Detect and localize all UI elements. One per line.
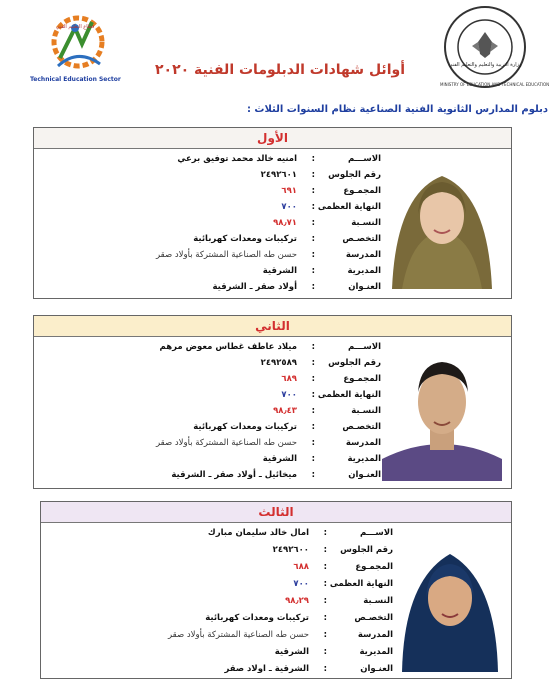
colon: :	[311, 234, 315, 244]
row-directorate	[53, 645, 393, 659]
value-max: ٧٠٠	[281, 390, 297, 400]
label-seat: رقم الجلوس	[328, 358, 381, 368]
colon: :	[311, 250, 315, 260]
value-percent: ٩٨٫٧١	[273, 218, 297, 228]
row-max	[53, 577, 393, 591]
label-address: العنـوان	[348, 282, 381, 292]
label-school: المدرسة	[345, 250, 381, 260]
logo-arabic-text: قطاع التعليم الفني	[55, 24, 95, 30]
label-specialty: التخصـص	[342, 234, 381, 244]
row-percent	[53, 594, 393, 608]
label-percent: النسـبة	[351, 218, 381, 228]
logo-caption: Technical Education Sector	[30, 76, 121, 83]
row-total	[41, 184, 381, 198]
colon: :	[311, 406, 315, 416]
value-seat: ٢٤٩٢٦٠٠	[272, 545, 309, 555]
colon: :	[323, 630, 327, 640]
colon: :	[311, 170, 315, 180]
colon: :	[323, 664, 327, 674]
row-max	[41, 200, 381, 214]
label-max: النهاية العظمى	[329, 579, 393, 589]
colon: :	[311, 282, 315, 292]
label-directorate: المديرية	[347, 266, 381, 276]
value-directorate: الشرقية	[262, 266, 297, 276]
seal-arabic-text: وزارة التربية والتعليم والتعليم الفني	[448, 62, 522, 68]
label-max: النهاية العظمى	[317, 202, 381, 212]
value-total: ٦٩١	[281, 186, 297, 196]
label-total: المجمـوع	[343, 186, 381, 196]
row-percent	[41, 404, 381, 418]
row-max	[41, 388, 381, 402]
label-percent: النسـبة	[363, 596, 393, 606]
label-percent: النسـبة	[351, 406, 381, 416]
row-address	[41, 280, 381, 294]
label-total: المجمـوع	[355, 562, 393, 572]
row-specialty	[41, 232, 381, 246]
student-card-second	[33, 315, 512, 489]
label-name: الاســـم	[348, 342, 381, 352]
value-directorate: الشرقية	[274, 647, 309, 657]
colon: :	[311, 266, 315, 276]
label-total: المجمـوع	[343, 374, 381, 384]
row-address	[41, 468, 381, 482]
row-seat	[53, 543, 393, 557]
colon: :	[311, 218, 315, 228]
rank-header: الثالث	[41, 502, 511, 523]
row-seat	[41, 356, 381, 370]
value-directorate: الشرقية	[262, 454, 297, 464]
value-percent: ٩٨٫٤٣	[273, 406, 297, 416]
seal-english-text: MINISTRY OF EDUCATION AND TECHNICAL EDUCATION	[440, 82, 550, 87]
colon: :	[323, 545, 327, 555]
row-name	[53, 526, 393, 540]
colon: :	[323, 613, 327, 623]
colon: :	[311, 390, 315, 400]
label-name: الاســـم	[360, 528, 393, 538]
row-school	[41, 248, 381, 262]
student-photo	[382, 344, 502, 481]
colon: :	[323, 647, 327, 657]
value-specialty: تركيبات ومعدات كهربائية	[205, 613, 309, 623]
row-total	[53, 560, 393, 574]
label-school: المدرسة	[345, 438, 381, 448]
colon: :	[323, 562, 327, 572]
colon: :	[311, 470, 315, 480]
row-school	[41, 436, 381, 450]
rank-header: الأول	[34, 128, 511, 149]
value-address: ميخائيل ـ أولاد صقر ـ الشرقية	[171, 470, 297, 480]
student-photo	[398, 530, 502, 672]
value-address: أولاد صقر ـ الشرقية	[212, 282, 297, 292]
label-seat: رقم الجلوس	[340, 545, 393, 555]
colon: :	[311, 438, 315, 448]
colon: :	[311, 342, 315, 352]
label-school: المدرسة	[357, 630, 393, 640]
row-school	[53, 628, 393, 642]
label-specialty: التخصـص	[342, 422, 381, 432]
value-name: ميلاد عاطف غطاس معوض مرهم	[159, 342, 297, 352]
row-total	[41, 372, 381, 386]
value-school: حسن طه الصناعية المشتركة بأولاد صقر	[167, 630, 309, 640]
page-title: أوائل شهادات الدبلومات الفنية ٢٠٢٠	[155, 62, 405, 78]
technical-education-logo	[30, 8, 120, 88]
value-address: الشرقية ـ اولاد صقر	[224, 664, 309, 674]
value-school: حسن طه الصناعية المشتركة بأولاد صقر	[155, 250, 297, 260]
row-name	[41, 340, 381, 354]
student-photo	[382, 154, 502, 289]
label-max: النهاية العظمى	[317, 390, 381, 400]
page-subtitle: دبلوم المدارس الثانوية الفنية الصناعية نظام السنوات الثلاث :	[246, 104, 548, 115]
label-address: العنـوان	[348, 470, 381, 480]
row-seat	[41, 168, 381, 182]
value-name: امنيه خالد محمد توفيق برعي	[177, 154, 297, 164]
label-name: الاســـم	[348, 154, 381, 164]
value-specialty: تركيبات ومعدات كهربائية	[193, 234, 297, 244]
label-specialty: التخصـص	[354, 613, 393, 623]
colon: :	[311, 154, 315, 164]
colon: :	[323, 528, 327, 538]
label-directorate: المديرية	[359, 647, 393, 657]
row-address	[53, 662, 393, 676]
value-name: امال خالد سليمان مبارك	[207, 528, 309, 538]
colon: :	[311, 186, 315, 196]
value-specialty: تركيبات ومعدات كهربائية	[193, 422, 297, 432]
student-card-first	[33, 127, 512, 299]
ministry-seal	[440, 2, 550, 92]
value-percent: ٩٨٫٢٩	[285, 596, 309, 606]
value-seat: ٢٤٩٢٥٨٩	[260, 358, 297, 368]
value-seat: ٢٤٩٢٦٠١	[260, 170, 297, 180]
colon: :	[311, 202, 315, 212]
row-directorate	[41, 264, 381, 278]
colon: :	[311, 422, 315, 432]
value-school: حسن طه الصناعية المشتركة بأولاد صقر	[155, 438, 297, 448]
label-seat: رقم الجلوس	[328, 170, 381, 180]
colon: :	[311, 374, 315, 384]
colon: :	[311, 454, 315, 464]
row-directorate	[41, 452, 381, 466]
label-address: العنـوان	[360, 664, 393, 674]
row-specialty	[41, 420, 381, 434]
value-total: ٦٨٨	[293, 562, 309, 572]
row-specialty	[53, 611, 393, 625]
value-total: ٦٨٩	[281, 374, 297, 384]
student-card-third	[40, 501, 512, 679]
value-max: ٧٠٠	[293, 579, 309, 589]
rank-header: الثاني	[34, 316, 511, 337]
label-directorate: المديرية	[347, 454, 381, 464]
row-name	[41, 152, 381, 166]
value-max: ٧٠٠	[281, 202, 297, 212]
colon: :	[323, 596, 327, 606]
colon: :	[311, 358, 315, 368]
colon: :	[323, 579, 327, 589]
row-percent	[41, 216, 381, 230]
